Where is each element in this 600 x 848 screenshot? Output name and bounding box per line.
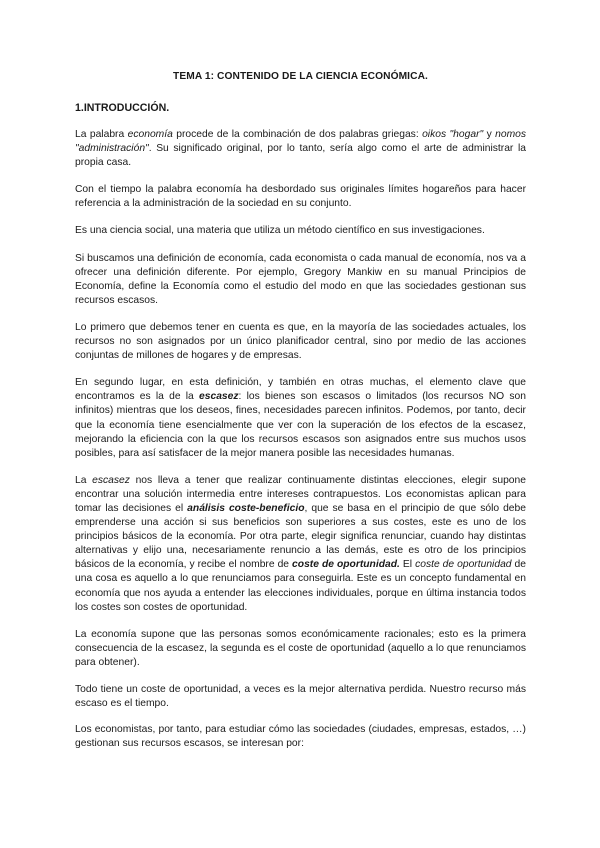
document-body bbox=[75, 70, 526, 764]
paragraph-definition: Si buscamos una definición de economía, cada economista o cada manual de economía, nos va a ofrecer una definición diferente. Por ejemplo, Gregory Mankiw en su manual Principios de Economía, define la Economía como el estudio del modo en que las sociedades gestionan sus recursos escasos. bbox=[75, 252, 526, 306]
paragraph-etymology: La palabra economía procede de la combinación de dos palabras griegas: oikos "hogar" y nomos "administración". Su significado original, por lo tanto, sería algo como el arte de administrar la propia casa. bbox=[75, 129, 527, 169]
paragraph-rationality: La economía supone que las personas somos económicamente racionales; esto es la primera consecuencia de la escasez, la segunda es el coste de oportunidad (aquello a lo que renunciamos para obtener). bbox=[75, 628, 526, 668]
paragraph-scarcity: En segundo lugar, en esta definición, y también en otras muchas, el elemento clave que encontramos es la de la escasez: los bienes son escasos o limitados (los recursos NO son infinitos) mientras que los deseos, fines, necesidades parecen infinitos. Podemos, por tanto, decir que la economía tiene esencialmente que ver con la superación de los efectos de la escasez, mejorando la eficiencia con la que los recursos escasos son asignados entre sus muchos usos posibles, para así satisfacer de la mejor manera posible las necesidades humanas. bbox=[75, 377, 527, 459]
document-title: TEMA 1: CONTENIDO DE LA CIENCIA ECONÓMICA. bbox=[173, 71, 428, 82]
paragraph-choices: La escasez nos lleva a tener que realizar continuamente distintas elecciones, elegir supone encontrar una solución intermedia entre intereses contrapuestos. Los economistas aplican para tomar las decisiones el análisis coste-beneficio, que se basa en el principio de que sólo debe emprenderse una acción si sus beneficios son superiores a sus costes, este es uno de los principios básicos de la economía. Por otra parte, elegir significa renunciar, cuando hay distintas alternativas y elijo una, necesariamente renuncio a las demás, este es otro de los principios básicos de la economía, y recibe el nombre de coste de oportunidad. El coste de oportunidad de una cosa es aquello a lo que renunciamos para conseguirla. Este es un concepto fundamental en economía que nos ayuda a entender las elecciones individuales, porque en última instancia todos los costes son costes de oportunidad. bbox=[75, 474, 526, 613]
paragraph-economists: Los economistas, por tanto, para estudiar cómo las sociedades (ciudades, empresas, estados, …) gestionan sus recursos escasos, se interesan por: bbox=[75, 724, 526, 750]
paragraph-time: Todo tiene un coste de oportunidad, a veces es la mejor alternativa perdida. Nuestro recurso más escaso es el tiempo. bbox=[75, 684, 526, 710]
paragraph-evolution: Con el tiempo la palabra economía ha desbordado sus originales límites hogareños para hacer referencia a la administración de la sociedad en su conjunto. bbox=[75, 184, 526, 210]
section-heading: 1.INTRODUCCIÓN. bbox=[75, 102, 170, 114]
paragraph-resources: Lo primero que debemos tener en cuenta es que, en la mayoría de las sociedades actuales, los recursos no son asignados por un único planificador central, sino por medio de las acciones conjuntas de millones de hogares y de empresas. bbox=[75, 321, 526, 362]
paragraph-social-science: Es una ciencia social, una materia que utiliza un método científico en sus investigaciones. bbox=[75, 225, 485, 237]
